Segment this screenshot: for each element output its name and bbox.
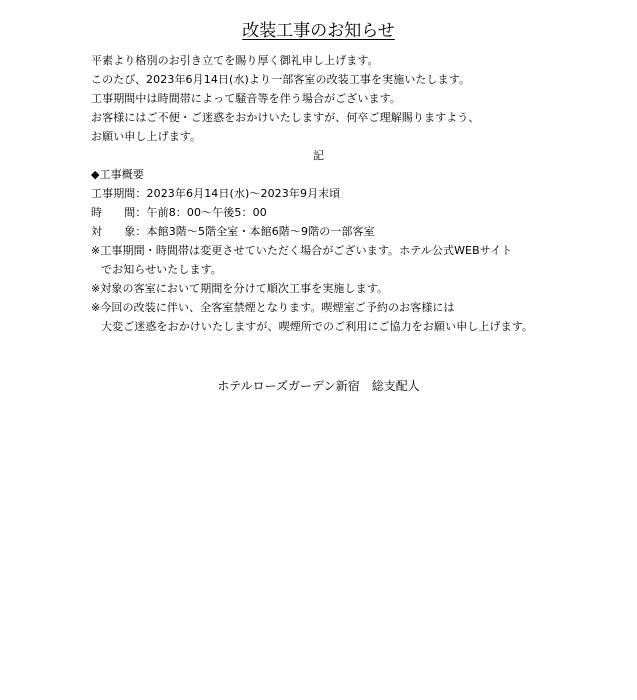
construction-hours: 時 間：午前8：00～午後5：00: [91, 206, 267, 219]
intro-line-1: 平素より格別のお引き立てを賜り厚く御礼申し上げます。: [91, 54, 379, 67]
note-non-smoking: ※今回の改装に伴い、全客室禁煙となります。喫煙室ご予約のお客様には: [91, 301, 455, 314]
signature: ホテルローズガーデン新宿 総支配人: [217, 379, 420, 393]
notice-title: 改装工事のお知らせ: [242, 21, 395, 41]
note-phased-work: ※対象の客室において期間を分けて順次工事を実施します。: [91, 282, 389, 295]
note-non-smoking-cont: 大変ご迷惑をおかけいたしますが、喫煙所でのご利用にご協力をお願い申し上げます。: [101, 320, 534, 333]
intro-line-2: このたび、2023年6月14日(水)より一部客室の改装工事を実施いたします。: [91, 73, 471, 86]
intro-line-4: お客様にはご不便・ご迷惑をおかけいたしますが、何卒ご理解賜りますよう、: [91, 111, 480, 124]
ki-heading: 記: [312, 149, 325, 162]
note-schedule-change-cont: でお知らせいたします。: [101, 263, 222, 276]
construction-period: 工事期間：2023年6月14日(水)～2023年9月末頃: [91, 187, 341, 200]
notice-body: [91, 51, 561, 336]
construction-target: 対 象：本館3階～5階全室・本館6階～9階の一部客室: [91, 225, 375, 238]
intro-line-5: お願い申し上げます。: [91, 130, 202, 143]
overview-heading: ◆工事概要: [91, 168, 144, 181]
intro-line-3: 工事期間中は時間帯によって騒音等を伴う場合がございます。: [91, 92, 401, 105]
note-schedule-change: ※工事期間・時間帯は変更させていただく場合がございます。ホテル公式WEBサイト: [91, 244, 513, 257]
